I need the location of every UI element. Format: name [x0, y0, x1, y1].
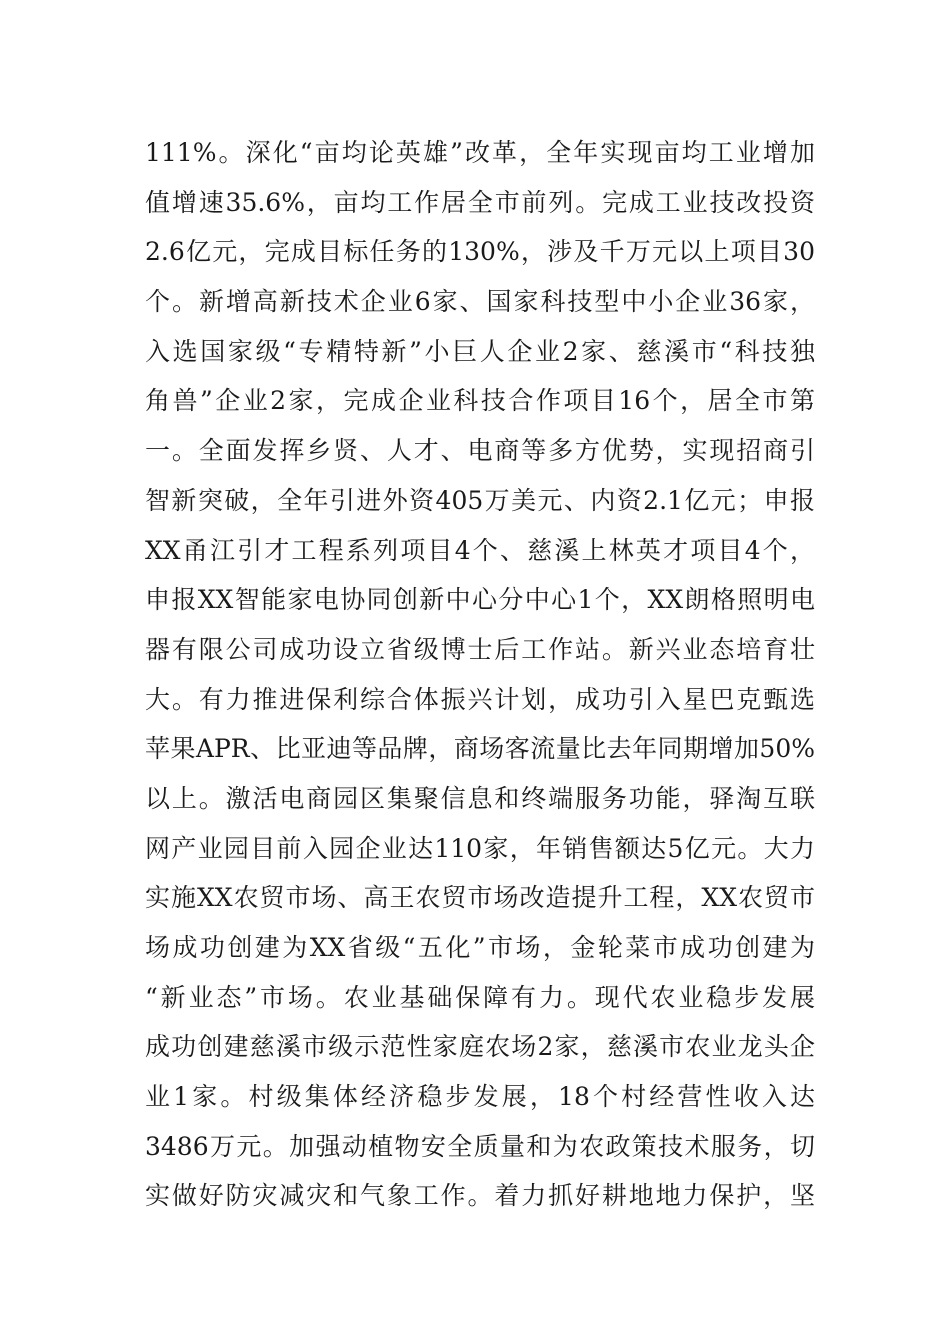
text-line-3: 2.6亿元，完成目标任务的130%，涉及千万元以上项目30	[145, 237, 815, 267]
text-line-2: 值增速35.6%，亩均工作居全市前列。完成工业技改投资	[145, 187, 815, 217]
text-line-17: 场成功创建为XX省级“五化”市场，金轮菜市成功创建为	[145, 933, 815, 962]
text-line-16: 实施XX农贸市场、高王农贸市场改造提升工程，XX农贸市	[145, 883, 815, 913]
text-line-13: 苹果APR、比亚迪等品牌，商场客流量比去年同期增加50%	[145, 734, 815, 764]
text-line-10: 申报XX智能家电协同创新中心分中心1个，XX朗格照明电	[145, 585, 815, 615]
text-line-18: “新业态”市场。农业基础保障有力。现代农业稳步发展	[145, 982, 815, 1012]
text-line-7: 一。全面发挥乡贤、人才、电商等多方优势，实现招商引	[145, 436, 815, 466]
text-line-9: XX甬江引才工程系列项目4个、慈溪上林英才项目4个，	[145, 535, 815, 565]
text-line-22: 实做好防灾减灾和气象工作。着力抓好耕地地力保护，坚	[145, 1181, 815, 1211]
text-line-15: 网产业园目前入园企业达110家，年销售额达5亿元。大力	[145, 833, 815, 863]
text-line-19: 成功创建慈溪市级示范性家庭农场2家，慈溪市农业龙头企	[145, 1032, 815, 1062]
text-line-21: 3486万元。加强动植物安全质量和为农政策技术服务，切	[145, 1131, 815, 1161]
text-line-5: 入选国家级“专精特新”小巨人企业2家、慈溪市“科技独	[145, 336, 815, 366]
text-line-20: 业1家。村级集体经济稳步发展，18个村经营性收入达	[145, 1082, 815, 1112]
body-text	[145, 128, 815, 1221]
text-line-12: 大。有力推进保利综合体振兴计划，成功引入星巴克甄选	[145, 684, 815, 714]
text-line-4: 个。新增高新技术企业6家、国家科技型中小企业36家，	[145, 287, 815, 317]
text-line-6: 角兽”企业2家，完成企业科技合作项目16个，居全市第	[145, 386, 815, 416]
text-line-1: 111%。深化“亩均论英雄”改革，全年实现亩均工业增加	[145, 138, 815, 167]
text-line-14: 以上。激活电商园区集聚信息和终端服务功能，驿淘互联	[145, 783, 815, 813]
text-line-11: 器有限公司成功设立省级博士后工作站。新兴业态培育壮	[145, 634, 815, 664]
text-line-8: 智新突破，全年引进外资405万美元、内资2.1亿元；申报	[145, 485, 815, 515]
